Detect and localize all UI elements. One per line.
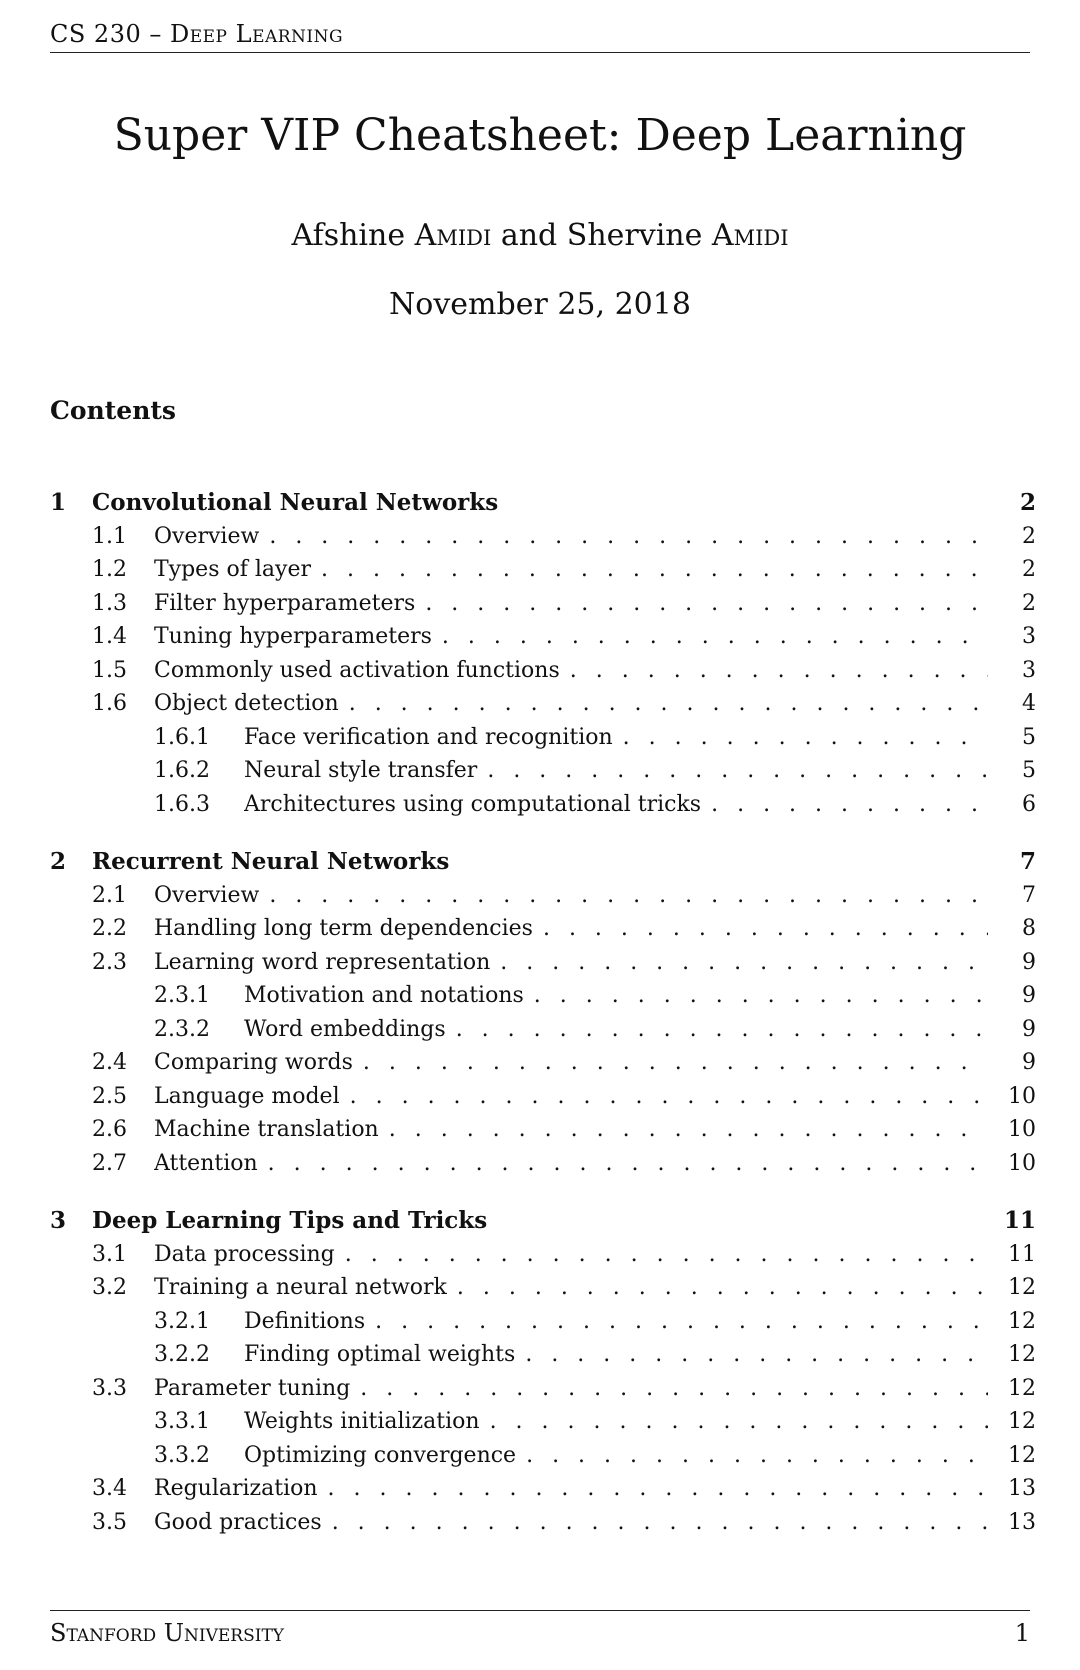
toc-entry-row[interactable] <box>50 979 1036 1013</box>
toc-entry-page: 7 <box>988 883 1036 908</box>
toc-entry-label <box>154 557 988 582</box>
toc-entry-number: 3.2.1 <box>154 1308 210 1334</box>
toc-entry-title: Overview <box>154 883 263 908</box>
toc-entry-label <box>154 1510 988 1535</box>
toc-entry-page: 5 <box>988 725 1036 750</box>
toc-entry-row[interactable] <box>50 520 1036 554</box>
toc-entry-title: Data processing <box>154 1242 339 1267</box>
toc-entry-title: Regularization <box>154 1476 322 1501</box>
toc-entry-label <box>244 1443 988 1468</box>
toc-entry-page: 12 <box>988 1443 1036 1468</box>
toc-entry-label <box>244 983 988 1008</box>
toc-entry-title: Recurrent Neural Networks <box>92 848 453 875</box>
author1-first: Afshine <box>291 218 406 253</box>
toc-entry-title: Types of layer <box>154 557 315 582</box>
toc-entry-number: 1 <box>50 489 67 517</box>
toc-entry-page: 2 <box>988 557 1036 582</box>
toc-entry-row[interactable] <box>50 1405 1036 1439</box>
toc-entry-number: 1.1 <box>92 523 127 549</box>
toc-entry-page: 8 <box>988 916 1036 941</box>
toc-entry-row[interactable] <box>50 1271 1036 1305</box>
toc-entry-title: Tuning hyperparameters <box>154 624 436 649</box>
toc-entry-page: 12 <box>988 1342 1036 1367</box>
toc-entry-row[interactable] <box>50 1113 1036 1147</box>
toc-entry-title: Commonly used activation functions <box>154 658 564 683</box>
toc-entry-row[interactable] <box>50 788 1036 822</box>
contents-heading: Contents <box>50 396 177 425</box>
toc-entry-number: 3.5 <box>92 1509 127 1535</box>
toc-entry-label <box>244 1409 988 1434</box>
toc-entry-row[interactable] <box>50 879 1036 913</box>
toc-entry-number: 2.1 <box>92 882 127 908</box>
toc-entry-title: Learning word representation <box>154 950 494 975</box>
toc-entry-label <box>244 1342 988 1367</box>
toc-entry-number: 2.3 <box>92 949 127 975</box>
toc-entry-page: 2 <box>988 524 1036 549</box>
toc-entry-title: Object detection <box>154 691 343 716</box>
toc-section <box>50 845 1036 1180</box>
toc-entry-number: 2.6 <box>92 1117 127 1143</box>
author2-first: Shervine <box>566 218 703 253</box>
toc-entry-row[interactable] <box>50 721 1036 755</box>
toc-entry-title: Machine translation <box>154 1117 383 1142</box>
toc-entry-page: 2 <box>988 591 1036 616</box>
toc-entry-row[interactable] <box>50 587 1036 621</box>
toc-entry-label <box>92 848 988 875</box>
toc-entry-page: 12 <box>988 1309 1036 1334</box>
toc-entry-title: Definitions <box>244 1309 369 1334</box>
toc-entry-title: Parameter tuning <box>154 1376 354 1401</box>
toc-entry-row[interactable] <box>50 1147 1036 1181</box>
toc-entry-label <box>244 792 988 817</box>
toc-entry-number: 1.6.3 <box>154 791 210 817</box>
toc-entry-number: 1.3 <box>92 590 127 616</box>
toc-entry-label <box>154 691 988 716</box>
toc-entry-page: 9 <box>988 983 1036 1008</box>
toc-entry-page: 11 <box>988 1207 1036 1234</box>
toc-entry-number: 3.3.2 <box>154 1442 210 1468</box>
toc-entry-page: 12 <box>988 1409 1036 1434</box>
toc-entry-page: 3 <box>988 658 1036 683</box>
toc-entry-row[interactable] <box>50 620 1036 654</box>
toc-entry-page: 2 <box>988 489 1036 516</box>
toc-entry-page: 9 <box>988 1050 1036 1075</box>
toc-entry-title: Overview <box>154 524 263 549</box>
authors-conjunction: and <box>500 218 558 253</box>
toc-entry-title: Handling long term dependencies <box>154 916 537 941</box>
toc-entry-number: 1.2 <box>92 557 127 583</box>
toc-entry-page: 5 <box>988 758 1036 783</box>
toc-entry-number: 2.3.2 <box>154 1016 210 1042</box>
toc-entry-title: Convolutional Neural Networks <box>92 489 502 516</box>
toc-entry-page: 9 <box>988 1017 1036 1042</box>
toc-entry-title: Filter hyperparameters <box>154 591 419 616</box>
toc-entry-row[interactable] <box>50 553 1036 587</box>
toc-entry-title: Finding optimal weights <box>244 1342 519 1367</box>
toc-entry-label <box>154 658 988 683</box>
toc-entry-row[interactable] <box>50 1238 1036 1272</box>
toc-section-row[interactable] <box>50 1204 1036 1238</box>
toc-entry-title: Attention <box>154 1151 262 1176</box>
toc-entry-row[interactable] <box>50 1372 1036 1406</box>
toc-entry-number: 1.4 <box>92 624 127 650</box>
toc-entry-page: 10 <box>988 1151 1036 1176</box>
toc-entry-title: Optimizing convergence <box>244 1443 520 1468</box>
toc-entry-number: 2.2 <box>92 916 127 942</box>
toc-entry-row[interactable] <box>50 1439 1036 1473</box>
toc-entry-label <box>154 916 988 941</box>
toc-entry-title: Good practices <box>154 1510 326 1535</box>
toc-entry-row[interactable] <box>50 912 1036 946</box>
toc-entry-number: 1.6.1 <box>154 724 210 750</box>
toc-section <box>50 1204 1036 1539</box>
toc-entry-title: Motivation and notations <box>244 983 528 1008</box>
toc-entry-number: 3.3.1 <box>154 1409 210 1435</box>
toc-entry-row[interactable] <box>50 1013 1036 1047</box>
toc-entry-label <box>154 1151 988 1176</box>
toc-entry-row[interactable] <box>50 1080 1036 1114</box>
toc-entry-title: Training a neural network <box>154 1275 451 1300</box>
toc-entry-row[interactable] <box>50 754 1036 788</box>
toc-entry-title: Weights initialization <box>244 1409 484 1434</box>
toc-entry-row[interactable] <box>50 1046 1036 1080</box>
authors <box>0 218 1080 253</box>
toc-entry-title: Neural style transfer <box>244 758 481 783</box>
footer-page-number: 1 <box>1014 1619 1030 1647</box>
toc-entry-page: 13 <box>988 1510 1036 1535</box>
toc-entry-row[interactable] <box>50 1305 1036 1339</box>
toc-entry-number: 3.1 <box>92 1241 127 1267</box>
toc-entry-label <box>154 1050 988 1075</box>
toc-entry-page: 12 <box>988 1376 1036 1401</box>
toc-entry-row[interactable] <box>50 1506 1036 1540</box>
author1-last: Amidi <box>414 218 492 253</box>
toc-entry-number: 3.2 <box>92 1275 127 1301</box>
toc-section-row[interactable] <box>50 845 1036 879</box>
toc-entry-row[interactable] <box>50 687 1036 721</box>
document-title: Super VIP Cheatsheet: Deep Learning <box>113 110 967 161</box>
table-of-contents <box>50 486 1036 1563</box>
toc-entry-label <box>92 1207 988 1234</box>
toc-entry-number: 1.6 <box>92 691 127 717</box>
toc-entry-number: 2.7 <box>92 1150 127 1176</box>
toc-entry-number: 3.2.2 <box>154 1342 210 1368</box>
toc-entry-title: Comparing words <box>154 1050 357 1075</box>
toc-entry-label <box>154 950 988 975</box>
toc-entry-row[interactable] <box>50 1338 1036 1372</box>
toc-entry-page: 6 <box>988 792 1036 817</box>
author2-last: Amidi <box>711 218 789 253</box>
toc-entry-page: 3 <box>988 624 1036 649</box>
toc-entry-number: 3.4 <box>92 1476 127 1502</box>
toc-entry-page: 10 <box>988 1084 1036 1109</box>
toc-entry-number: 1.5 <box>92 657 127 683</box>
toc-entry-number: 3 <box>50 1207 67 1235</box>
toc-entry-label <box>154 883 988 908</box>
toc-entry-number: 2 <box>50 848 67 876</box>
toc-entry-page: 4 <box>988 691 1036 716</box>
toc-entry-number: 1.6.2 <box>154 758 210 784</box>
toc-entry-label <box>154 624 988 649</box>
toc-entry-page: 12 <box>988 1275 1036 1300</box>
toc-entry-page: 13 <box>988 1476 1036 1501</box>
running-footer <box>50 1610 1030 1647</box>
toc-entry-label <box>154 1376 988 1401</box>
toc-entry-label <box>154 1476 988 1501</box>
toc-entry-label <box>154 524 988 549</box>
toc-entry-title: Deep Learning Tips and Tricks <box>92 1207 491 1234</box>
toc-entry-row[interactable] <box>50 654 1036 688</box>
toc-entry-label <box>244 758 988 783</box>
toc-entry-label <box>154 1117 988 1142</box>
toc-section-row[interactable] <box>50 486 1036 520</box>
toc-entry-title: Face verification and recognition <box>244 725 617 750</box>
toc-entry-page: 11 <box>988 1242 1036 1267</box>
toc-entry-label <box>244 1017 988 1042</box>
toc-entry-number: 3.3 <box>92 1375 127 1401</box>
toc-entry-number: 2.3.1 <box>154 983 210 1009</box>
toc-entry-page: 10 <box>988 1117 1036 1142</box>
toc-entry-page: 7 <box>988 848 1036 875</box>
toc-entry-label <box>244 1309 988 1334</box>
toc-entry-page: 9 <box>988 950 1036 975</box>
toc-entry-label <box>92 489 988 516</box>
toc-entry-label <box>154 1275 988 1300</box>
institution-name: Stanford University <box>50 1619 285 1647</box>
running-header <box>50 16 1030 53</box>
toc-entry-title: Language model <box>154 1084 344 1109</box>
toc-entry-label <box>244 725 988 750</box>
toc-entry-title: Architectures using computational tricks <box>244 792 705 817</box>
toc-entry-title: Word embeddings <box>244 1017 450 1042</box>
course-name: CS 230 – Deep Learning <box>50 20 344 48</box>
toc-entry-label <box>154 1242 988 1267</box>
toc-entry-label <box>154 591 988 616</box>
toc-entry-label <box>154 1084 988 1109</box>
toc-entry-number: 2.4 <box>92 1050 127 1076</box>
toc-section <box>50 486 1036 821</box>
document-date: November 25, 2018 <box>389 287 691 322</box>
toc-entry-number: 2.5 <box>92 1083 127 1109</box>
toc-entry-row[interactable] <box>50 1472 1036 1506</box>
toc-entry-row[interactable] <box>50 946 1036 980</box>
